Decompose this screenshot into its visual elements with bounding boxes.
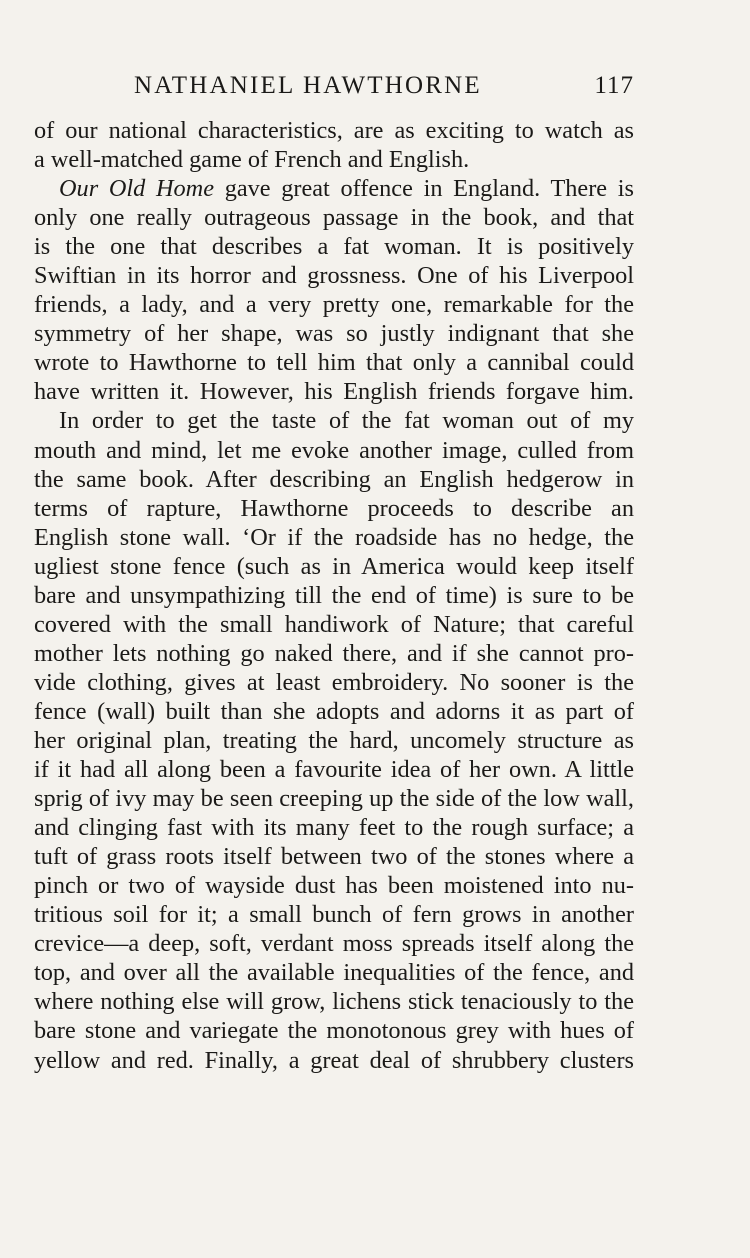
text-line: where nothing else will grow, lichens stick tenaciously to the: [34, 988, 634, 1016]
text-line: covered with the small handiwork of Nature; that careful: [34, 610, 634, 638]
text-line: yellow and red. Finally, a great deal of shrubbery clusters: [34, 1046, 634, 1074]
text-line: of our national characteristics, are as exciting to watch as: [34, 117, 634, 144]
text-line: ugliest stone fence (such as in America would keep itself: [34, 552, 634, 580]
text-line: is the one that describes a fat woman. It is positively: [34, 233, 634, 261]
text-line: English stone wall. ‘Or if the roadside has no hedge, the: [34, 523, 634, 551]
text-line: have written it. However, his English friends forgave him.: [34, 378, 634, 406]
text-line: vide clothing, gives at least embroidery. No sooner is the: [34, 668, 634, 696]
text-line: bare and unsympathizing till the end of time) is sure to be: [34, 581, 634, 609]
text-line: and clinging fast with its many feet to the rough surface; a: [34, 814, 634, 842]
text-line: mouth and mind, let me evoke another image, culled from: [34, 436, 634, 464]
text-line: Swiftian in its horror and grossness. One of his Liverpool: [34, 262, 634, 290]
text-line: crevice—a deep, soft, verdant moss spreads itself along the: [34, 930, 634, 958]
text-line: if it had all along been a favourite idea of her own. A little: [34, 756, 634, 784]
text-line: tritious soil for it; a small bunch of fern grows in another: [34, 901, 634, 929]
text-line: only one really outrageous passage in the book, and that: [34, 204, 634, 232]
text-line: tuft of grass roots itself between two of the stones where a: [34, 843, 634, 871]
text-line: terms of rapture, Hawthorne proceeds to describe an: [34, 494, 634, 522]
page-header: [134, 70, 634, 110]
text-line: friends, a lady, and a very pretty one, remarkable for the: [34, 291, 634, 319]
running-head: NATHANIEL HAWTHORNE: [134, 72, 482, 99]
text-line: [34, 174, 634, 203]
text-line: the same book. After describing an English hedgerow in: [34, 465, 634, 493]
text-line: bare stone and variegate the monotonous grey with hues of: [34, 1017, 634, 1045]
text-line: mother lets nothing go naked there, and if she cannot pro-: [34, 639, 634, 667]
text-line: wrote to Hawthorne to tell him that only a cannibal could: [34, 349, 634, 377]
text-line: pinch or two of wayside dust has been moistened into nu-: [34, 872, 634, 900]
body-text: [34, 116, 634, 1075]
text-line: a well-matched game of French and English.: [34, 146, 470, 174]
text-fragment: gave great offence in England. There is: [224, 175, 634, 203]
text-line: In order to get the taste of the fat woman out of my: [59, 407, 634, 435]
book-title: Our Old Home: [59, 175, 214, 203]
text-line: top, and over all the available inequalities of the fence, and: [34, 959, 634, 987]
text-line: sprig of ivy may be seen creeping up the side of the low wall,: [34, 785, 634, 813]
page-number: 117: [594, 72, 634, 99]
text-line: symmetry of her shape, was so justly indignant that she: [34, 320, 634, 348]
text-line: fence (wall) built than she adopts and adorns it as part of: [34, 697, 634, 725]
text-line: her original plan, treating the hard, uncomely structure as: [34, 726, 634, 754]
